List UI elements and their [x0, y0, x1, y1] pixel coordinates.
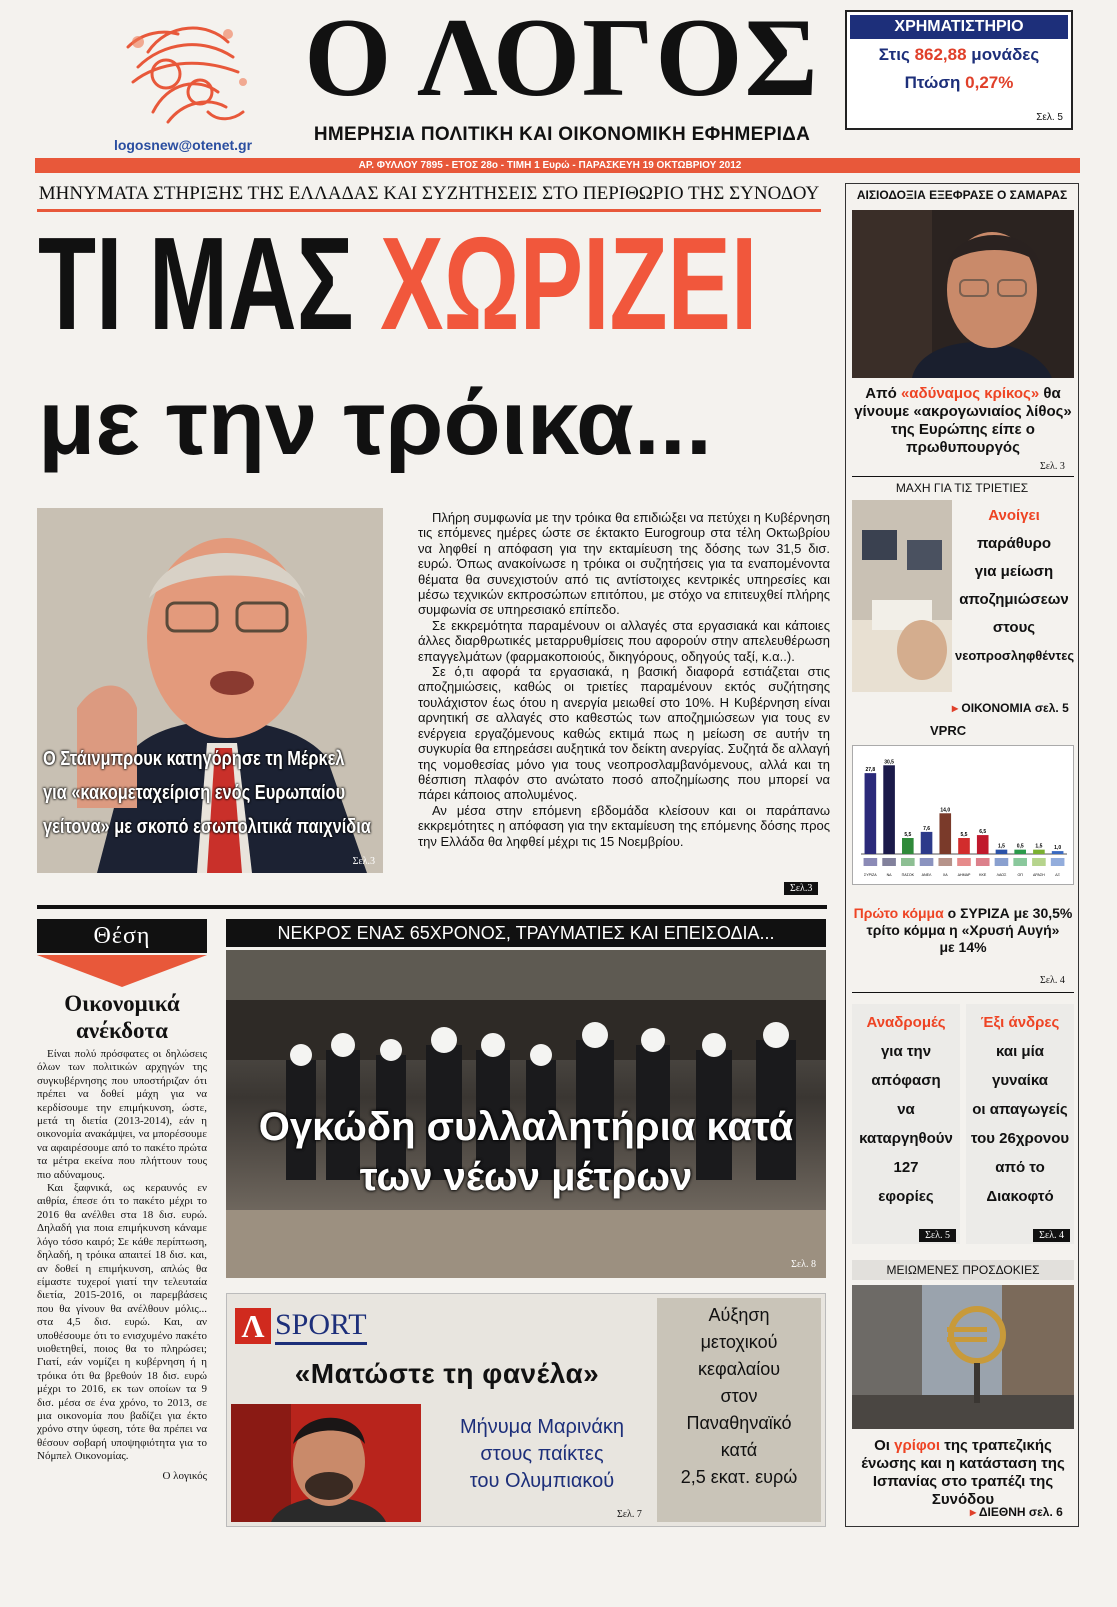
riots-photo — [226, 950, 826, 1278]
photo-caption-3: γείτονα» με σκοπό εσωπολιτικά παιχνίδια — [43, 816, 371, 838]
spain-ref-text: ΔΙΕΘΝΗ σελ. 6 — [978, 1505, 1063, 1519]
trieties-line: παράθυρο — [976, 535, 1052, 552]
lead-body — [418, 510, 830, 849]
photo-caption-1: Ο Στάινμπρουκ κατηγόρησε τη Μέρκελ — [43, 748, 345, 770]
samaras-pre: Από — [865, 385, 897, 402]
samaras-red: «αδύναμος κρίκος» — [900, 385, 1040, 402]
poll-head: VPRC — [930, 723, 967, 738]
contact-email[interactable]: logosnew@otenet.gr — [113, 137, 253, 153]
poll-category-label: ΔΗΜΑΡ — [957, 873, 971, 877]
spain-pre: Οι — [874, 1437, 890, 1454]
poll-bar — [939, 813, 951, 854]
poll-value-label: 1,0 — [1054, 845, 1062, 852]
thesi-body — [37, 1048, 207, 1483]
sport-box — [226, 1293, 826, 1527]
section-divider — [37, 905, 827, 909]
spain-post: της τραπεζικής ένωσης και η κατάσταση της Ισπανίας στο τραπέζι της Συνόδου — [861, 1437, 1065, 1508]
spain-text — [852, 1437, 1074, 1509]
box1-line: καταργηθούν — [859, 1130, 953, 1147]
poll-text-2: τρίτο κόμμα η «Χρυσή Αυγή» — [866, 921, 1060, 938]
box2-line: από το — [995, 1159, 1045, 1176]
poll-bar — [996, 850, 1008, 854]
box2-line: Διακοφτό — [986, 1188, 1054, 1205]
trieties-red: Ανοίγει — [988, 507, 1040, 524]
pao-line: μετοχικού — [700, 1332, 778, 1352]
poll-party-logo — [1013, 858, 1027, 866]
stock-index-pre: Στις — [878, 45, 910, 64]
sport-logo-letter: Λ — [235, 1308, 271, 1344]
spain-head: ΜΕΙΩΜΕΝΕΣ ΠΡΟΣΔΟΚΙΕΣ — [852, 1260, 1074, 1280]
box2-line: και μία — [996, 1043, 1044, 1060]
poll-party-logo — [901, 858, 915, 866]
newspaper-subtitle: ΗΜΕΡΗΣΙΑ ΠΟΛΙΤΙΚΗ ΚΑΙ ΟΙΚΟΝΟΜΙΚΗ ΕΦΗΜΕΡΙΔΑ — [313, 124, 811, 145]
poll-category-label: ΛΑΟΣ — [996, 873, 1007, 877]
poll-value-label: 30,5 — [884, 759, 894, 766]
poll-value-label: 1,5 — [997, 843, 1005, 850]
riots-caption-1: Ογκώδη συλλαλητήρια κατά — [258, 1105, 794, 1149]
kidnapping-box — [966, 1004, 1074, 1244]
poll-bar — [865, 773, 877, 854]
trieties-line: νεοπροσληφθέντες — [955, 648, 1075, 663]
play-arrow-icon: ▸ — [952, 701, 959, 715]
poll-party-logo — [957, 858, 971, 866]
trieties-line: στους — [992, 619, 1036, 636]
poll-category-label: ΟΠ — [1017, 873, 1023, 877]
poll-party-logo — [995, 858, 1009, 866]
lead-paragraph: Σε εκκρεμότητα παραμένουν οι αλλαγές στα εργασιακά και κάποιες άλλες διαρθρωτικές μεταρρυθμίσεις που αφορούν στην απελευθέρωση επαγγελμάτων (φαρμακοποιούς, δικηγόρους, οδηγούς ταξί, κ.α..). — [418, 617, 830, 664]
poll-value-label: 6,5 — [979, 829, 987, 836]
poll-party-logo — [1032, 858, 1046, 866]
box1-line: 127 — [893, 1159, 919, 1176]
spain-ref[interactable] — [970, 1505, 1063, 1519]
poll-bar — [1014, 850, 1026, 854]
marinakis-photo — [231, 1404, 421, 1522]
newspaper-title: Ο ΛΟΓΟΣ — [304, 0, 820, 120]
poll-party-logo — [938, 858, 952, 866]
photo-caption-2: για «κακομεταχείριση ενός Ευρωπαίου — [43, 782, 346, 804]
poll-bar — [958, 838, 970, 854]
stock-market-box — [845, 10, 1073, 130]
poll-party-logo — [920, 858, 934, 866]
poll-text-1: ο ΣΥΡΙΖΑ με 30,5% — [947, 905, 1073, 921]
stock-change-pre: Πτώση — [904, 73, 961, 92]
poll-bar — [1052, 851, 1064, 854]
poll-party-logo — [1051, 858, 1065, 866]
poll-category-label: ΑΝΕΛ — [921, 873, 932, 877]
sport-headline: «Ματώστε τη φανέλα» — [294, 1358, 600, 1389]
stock-index-value: 862,88 — [914, 45, 967, 64]
poll-bar — [977, 835, 989, 854]
spain-red: γρίφοι — [894, 1437, 941, 1454]
pao-line: στον — [720, 1386, 758, 1406]
poll-value-label: 27,8 — [865, 767, 876, 774]
lead-headline-line2 — [38, 372, 712, 474]
poll-bar — [921, 832, 933, 854]
lead-paragraph: Πλήρη συμφωνία με την τρόικα θα επιδιώξει να πετύχει η Κυβέρνηση τις επόμενες ημέρες ώστε σε έκτακτο Eurogroup στα τέλη Οκτωβρίου να ληφθεί η απόφαση για την εκταμίευση της δόσης των 31,5 δισ. ευρώ. Όπως ανακοίνωσε η τρόικα οι συζητήσεις για τα εναπομένοντα θέματα θα συνεχιστούν από τις αντίστοιχες κεντρικές υπηρεσίες και μέσω τεχνικών εκπροσώπων επιτόπου, με στόχο να επιτευχθεί πλήρης συμφωνία σε υπηρεσιακό επίπεδο. — [418, 510, 830, 618]
poll-red: Πρώτο κόμμα — [853, 905, 944, 921]
sidebar-divider — [852, 476, 1074, 477]
pao-line: 2,5 εκατ. ευρώ — [680, 1467, 798, 1487]
sport-subhead-line: Μήνυμα Μαρινάκη — [459, 1416, 625, 1438]
trieties-line: για μείωση — [974, 563, 1054, 580]
box1-page-ref[interactable]: Σελ. 5 — [919, 1229, 956, 1242]
box2-page-ref[interactable]: Σελ. 4 — [1033, 1229, 1070, 1242]
poll-value-label: 5,5 — [960, 832, 968, 838]
samaras-post: θα γίνουμε «ακρογωνιαίος λίθος» της Ευρώπης είπε ο πρωθυπουργός — [854, 385, 1072, 456]
thesi-arrow — [37, 955, 207, 987]
lead-paragraph: Αν μέσα στην επόμενη εβδομάδα κλείσουν και οι παράπανω εκκρεμότητες η απόφαση για την εκταμίευση της επόμενης δόσης προς την Ελλάδα θα ληφθεί μέχρι τις 15 Νοεμβρίου. — [418, 802, 830, 849]
stock-page-ref: Σελ. 5 — [1036, 112, 1063, 123]
poll-value-label: 0,5 — [1016, 843, 1024, 850]
pao-line: κατά — [720, 1440, 758, 1460]
sport-logo-word: SPORT — [275, 1308, 367, 1345]
riots-kicker: ΝΕΚΡΟΣ ΕΝΑΣ 65ΧΡΟΝΟΣ, ΤΡΑΥΜΑΤΙΕΣ ΚΑΙ ΕΠΕΙΣΟΔΙΑ... — [226, 919, 826, 947]
samaras-page-ref[interactable]: Σελ. 3 — [1040, 461, 1065, 472]
samaras-photo — [852, 210, 1074, 378]
poll-bar — [883, 765, 895, 854]
poll-bar — [902, 838, 914, 854]
box2-red: Έξι άνδρες — [980, 1014, 1060, 1031]
thesi-paragraph: Είναι πολύ πρόσφατες οι δηλώσεις όλων των πολιτικών αρχηγών της συγκυβέρνησης που υποστήριζαν ότι πρέπει να δοθεί μάχη για να κερδίσουμε την επιμήκυνση, ώστε, μετά τη διετία (2013-2014), εάν η οικονομία ανακάμψει, να μπορέσουμε να αφαιρέσουμε από το πακέτο πρώτα τα μέτρα εκείνα που πλήττουν τους πιο αδύναμους. — [37, 1048, 207, 1181]
samaras-head: ΑΙΣΙΟΔΟΞΙΑ ΕΞΕΦΡΑΣΕ Ο ΣΑΜΑΡΑΣ — [856, 188, 1068, 202]
stock-index-line — [847, 45, 1071, 65]
stock-change-line — [847, 73, 1071, 93]
poll-chart-svg — [853, 746, 1073, 884]
poll-party-logo — [882, 858, 896, 866]
stock-index-post: μονάδες — [971, 45, 1040, 64]
poll-value-label: 5,5 — [904, 832, 912, 838]
sport-subhead-line: του Ολυμπιακού — [469, 1470, 615, 1492]
stock-header: ΧΡΗΜΑΤΙΣΤΗΡΙΟ — [850, 15, 1068, 39]
poll-text — [852, 905, 1074, 955]
photo-page-ref[interactable]: Σελ.3 — [352, 856, 375, 867]
logo-illustration — [108, 12, 258, 132]
trieties-text — [955, 502, 1073, 670]
thesi-header: Θέση — [37, 919, 207, 953]
poll-category-label: ΣΥΡΙΖΑ — [864, 873, 877, 877]
office-photo — [852, 500, 952, 692]
sport-subhead-line: στους παίκτες — [480, 1443, 604, 1465]
poll-party-logo — [864, 858, 878, 866]
poll-category-label: ΚΚΕ — [979, 873, 987, 877]
box2-line: του 26χρονου — [970, 1130, 1070, 1147]
trieties-line: αποζημιώσεων — [959, 591, 1069, 608]
poll-party-logo — [976, 858, 990, 866]
poll-value-label: 7,6 — [923, 825, 931, 832]
headline-black: ΤΙ ΜΑΣ — [38, 210, 381, 357]
trieties-ref[interactable] — [952, 701, 1069, 715]
poll-bar — [1033, 850, 1045, 854]
trieties-head: ΜΑΧΗ ΓΙΑ ΤΙΣ ΤΡΙΕΤΙΕΣ — [895, 481, 1029, 495]
box1-red: Αναδρομές — [866, 1014, 946, 1031]
riots-page-ref[interactable]: Σελ. 8 — [791, 1259, 816, 1270]
panathinaikos-box — [657, 1298, 821, 1522]
thesi-paragraph: Και ξαφνικά, ως κεραυνός εν αιθρία, έπεσε ότι το πακέτο μέχρι το 2016 θα ανέλθει στα 18 δισ. ευρώ. Δηλαδή για ποια επιμήκυνση κάναμε λόγο τόσο καιρό; Σε κάθε περίπτωση, δηλαδή, η τρόικα απαιτεί 18 δισ. και, αν δοθεί η επιμήκυνση, απλώς θα είμαστε τυχεροί γιατί την τελευταία διετία, 2015-2016, οι παρεμβάσεις που θα γίνουν θα ανέλθουν μόλις... στα 4,5 δισ. ευρώ. Και, αν υποθέσουμε ότι το ενισχυμένο πακέτο υιοθετηθεί, ποιος θα το πληρώσει; Γιατί, εάν νομίζει η κυβέρνηση ή η τρόικα ότι θα βρεθούν 18 δισ. ευρώ μέχρι το 2016, εκ των οποίων τα 9 δισ. μέσα σε ένα χρόνο, το 2013, σε μια οικονομία που βαδίζει για έκτο χρόνο στην ύφεση, τότε θα πρέπει να θέσουν σοβαρή υποψηφιότητα για το Νόμπελ Οικονομίας. — [37, 1182, 207, 1463]
play-arrow-icon: ▸ — [970, 1505, 977, 1519]
euro-sign-photo — [852, 1285, 1074, 1429]
samaras-text — [852, 385, 1074, 457]
steinbrueck-photo — [37, 508, 383, 873]
riots-caption-2: των νέων μέτρων — [359, 1155, 693, 1199]
headline-red: ΧΩΡΙΖΕΙ — [380, 210, 758, 357]
poll-text-3: με 14% — [939, 938, 987, 955]
poll-category-label: ΝΔ — [886, 873, 892, 877]
poll-chart — [852, 745, 1074, 885]
sidebar-divider — [852, 992, 1074, 993]
lead-page-ref[interactable]: Σελ.3 — [784, 882, 818, 895]
stock-change-value: 0,27% — [965, 73, 1014, 92]
pao-line: κεφαλαίου — [697, 1359, 781, 1379]
box1-line: εφορίες — [878, 1188, 934, 1205]
box1-line: να — [897, 1101, 915, 1118]
box2-line: γυναίκα — [992, 1072, 1048, 1089]
issue-line: ΑΡ. ΦΥΛΛΟΥ 7895 - ΕΤΟΣ 28ο - ΤΙΜΗ 1 Ευρώ - ΠΑΡΑΣΚΕΥΗ 19 ΟΚΤΩΒΡΙΟΥ 2012 — [358, 160, 742, 171]
box1-line: απόφαση — [871, 1072, 941, 1089]
sport-page-ref[interactable]: Σελ. 7 — [617, 1509, 642, 1520]
box2-line: οι απαγωγείς — [972, 1101, 1068, 1118]
poll-category-label: ΔΞ — [1055, 873, 1061, 877]
headline-line2-text: με την τρόικα... — [38, 372, 712, 474]
sport-subhead — [427, 1414, 657, 1495]
lead-paragraph: Σε ό,τι αφορά τα εργασιακά, η βασική διαφορά εστιάζεται στις αποζημιώσεις, καθώς οι τριετίες παραμένουν εκτός συζήτησης τουλάχιστον έως ότου η ανεργία μειωθεί στο 10%. Η Κυβέρνηση είναι αρνητική σε αλλαγές στο καθεστώς των αποζημιώσεων για τους εν ενέργεια εργαζόμενους καθώς εκτιμά πως η μείωση σε αυτήν τη συγκυρία θα επηρεάσει αυξητικά τον δείκτη ανεργίας. Συζητά δε αλλαγή της νομοθεσίας μόνο για τους νεοπροσλαμβανόμενους, αλλά και τη θέσπιση πλαφόν στο ανώτατο ποσό αποζημίωσης που μπορεί να πάρει κάποιος απολυμένος. — [418, 664, 830, 803]
trieties-ref-text: ΟΙΚΟΝΟΜΙΑ σελ. 5 — [961, 701, 1069, 715]
pao-line: Παναθηναϊκό — [686, 1413, 792, 1433]
pao-line: Αύξηση — [708, 1305, 770, 1325]
thesi-title: Οικονομικά ανέκδοτα — [64, 991, 180, 1043]
poll-page-ref[interactable]: Σελ. 4 — [1040, 975, 1065, 986]
tax-offices-box — [852, 1004, 960, 1244]
poll-value-label: 14,0 — [940, 807, 951, 814]
thesi-signature: Ο λογικός — [162, 1469, 207, 1482]
poll-category-label: ΧΑ — [942, 873, 948, 877]
poll-value-label: 1,5 — [1035, 843, 1043, 850]
poll-category-label: ΔΡΑΣΗ — [1033, 873, 1045, 877]
box1-line: για την — [880, 1043, 932, 1060]
lead-kicker: ΜΗΝΥΜΑΤΑ ΣΤΗΡΙΞΗΣ ΤΗΣ ΕΛΛΑΔΑΣ ΚΑΙ ΣΥΖΗΤΗΣΕΙΣ ΣΤΟ ΠΕΡΙΘΩΡΙΟ ΤΗΣ ΣΥΝΟΔΟΥ — [37, 183, 821, 212]
poll-category-label: ΠΑΣΟΚ — [901, 873, 915, 877]
